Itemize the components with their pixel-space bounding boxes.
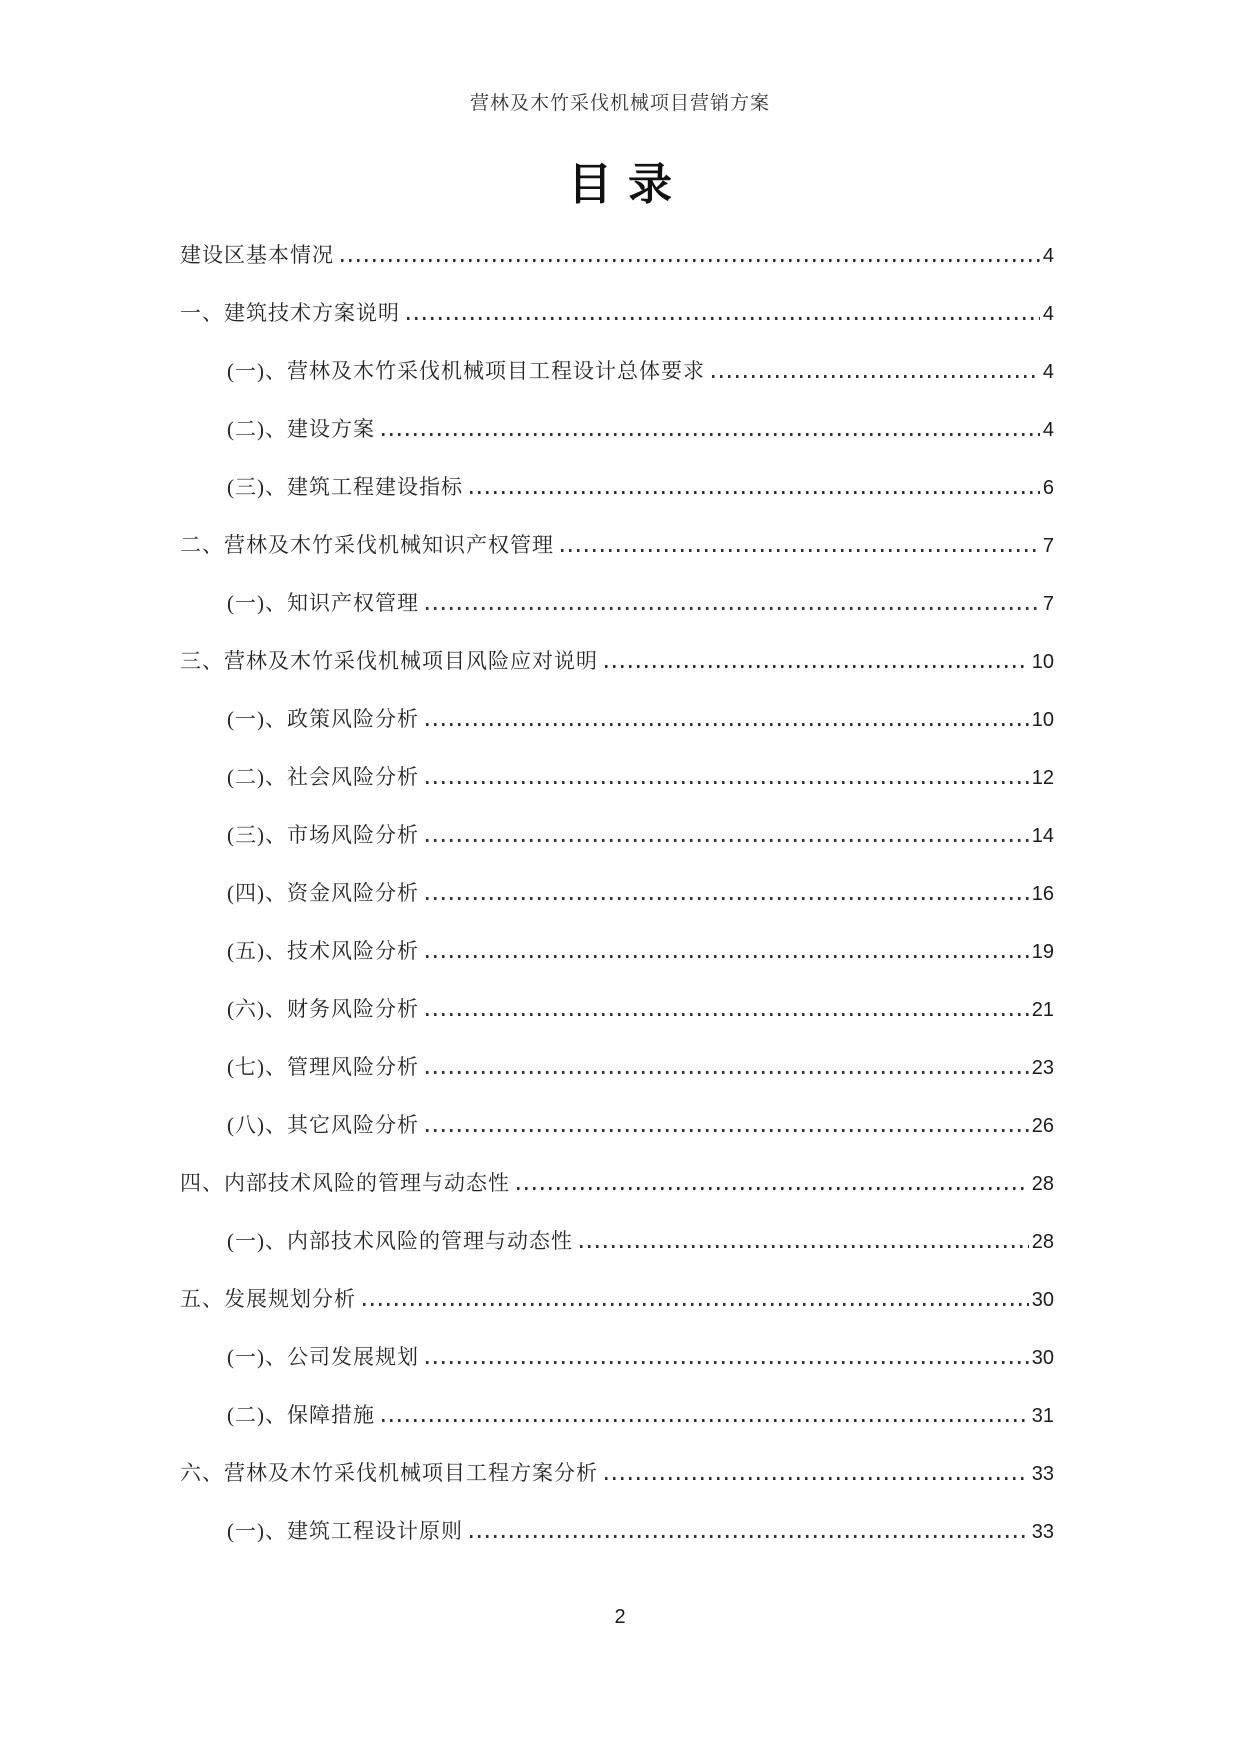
toc-page-number: 33 — [1031, 1463, 1054, 1485]
toc-entry-label: (一)、知识产权管理 — [227, 591, 419, 615]
dot-leader — [407, 317, 1040, 320]
toc-entry[interactable] — [180, 806, 1054, 864]
dot-leader — [712, 375, 1040, 378]
toc-page-number: 12 — [1031, 767, 1054, 789]
dot-leader — [580, 1245, 1029, 1248]
toc-entry-label: (一)、内部技术风险的管理与动态性 — [227, 1229, 573, 1253]
toc-page-number: 28 — [1031, 1231, 1054, 1253]
dot-leader — [605, 665, 1029, 668]
toc-entry-label: 四、内部技术风险的管理与动态性 — [180, 1171, 510, 1195]
toc-entry-label: (二)、社会风险分析 — [227, 765, 419, 789]
toc-entry[interactable] — [180, 1386, 1054, 1444]
toc-page-number: 4 — [1042, 419, 1054, 441]
toc-entry-label: 六、营林及木竹采伐机械项目工程方案分析 — [180, 1461, 598, 1485]
toc-entry-label: 二、营林及木竹采伐机械知识产权管理 — [180, 533, 554, 557]
toc-entry[interactable] — [180, 922, 1054, 980]
dot-leader — [426, 723, 1029, 726]
dot-leader — [470, 491, 1040, 494]
dot-leader — [426, 607, 1040, 610]
toc-entry[interactable] — [180, 458, 1054, 516]
toc-page-number: 10 — [1031, 709, 1054, 731]
toc-entry[interactable] — [180, 748, 1054, 806]
toc-entry-label: (三)、建筑工程建设指标 — [227, 475, 463, 499]
dot-leader — [363, 1303, 1029, 1306]
toc-entry[interactable] — [180, 690, 1054, 748]
toc-entry-label: (四)、资金风险分析 — [227, 881, 419, 905]
toc-page-number: 19 — [1031, 941, 1054, 963]
dot-leader — [426, 1361, 1029, 1364]
toc-entry-label: 一、建筑技术方案说明 — [180, 301, 400, 325]
toc-page-number: 16 — [1031, 883, 1054, 905]
dot-leader — [426, 1013, 1029, 1016]
toc-entry-label: 三、营林及木竹采伐机械项目风险应对说明 — [180, 649, 598, 673]
toc-entry-label: (八)、其它风险分析 — [227, 1113, 419, 1137]
dot-leader — [426, 1129, 1029, 1132]
toc-page-number: 30 — [1031, 1347, 1054, 1369]
toc-entry-label: (一)、政策风险分析 — [227, 707, 419, 731]
toc-entry-label: (一)、营林及木竹采伐机械项目工程设计总体要求 — [227, 359, 705, 383]
toc-entry-label: (二)、保障措施 — [227, 1403, 375, 1427]
toc-page-number: 33 — [1031, 1521, 1054, 1543]
dot-leader — [426, 839, 1029, 842]
dot-leader — [382, 433, 1040, 436]
dot-leader — [382, 1419, 1029, 1422]
toc-entry[interactable] — [180, 1212, 1054, 1270]
dot-leader — [426, 781, 1029, 784]
toc-entry-label: (七)、管理风险分析 — [227, 1055, 419, 1079]
toc-page-number: 30 — [1031, 1289, 1054, 1311]
toc-entry-label: (二)、建设方案 — [227, 417, 375, 441]
toc-entry[interactable] — [180, 226, 1054, 284]
toc-entry[interactable] — [180, 1038, 1054, 1096]
toc-page-number: 7 — [1042, 535, 1054, 557]
toc-entry-label: 五、发展规划分析 — [180, 1287, 356, 1311]
footer-page-number: 2 — [614, 1606, 626, 1628]
toc-entry[interactable] — [180, 864, 1054, 922]
toc-entry[interactable] — [180, 342, 1054, 400]
dot-leader — [426, 955, 1029, 958]
toc-entry[interactable] — [180, 1270, 1054, 1328]
toc-entry-label: 建设区基本情况 — [180, 243, 334, 267]
dot-leader — [426, 1071, 1029, 1074]
dot-leader — [341, 259, 1040, 262]
toc-page-number: 4 — [1042, 303, 1054, 325]
dot-leader — [517, 1187, 1029, 1190]
toc-page-number: 7 — [1042, 593, 1054, 615]
toc-entry[interactable] — [180, 1154, 1054, 1212]
toc-page-number: 6 — [1042, 477, 1054, 499]
toc-page-number: 26 — [1031, 1115, 1054, 1137]
toc-page-number: 28 — [1031, 1173, 1054, 1195]
toc-entry[interactable] — [180, 980, 1054, 1038]
toc-page-number: 4 — [1042, 361, 1054, 383]
toc-entry-label: (五)、技术风险分析 — [227, 939, 419, 963]
dot-leader — [470, 1535, 1029, 1538]
toc-entry[interactable] — [180, 632, 1054, 690]
toc-title: 目录 — [568, 160, 688, 209]
dot-leader — [561, 549, 1040, 552]
table-of-contents — [180, 226, 1054, 1560]
toc-entry[interactable] — [180, 1096, 1054, 1154]
toc-entry[interactable] — [180, 284, 1054, 342]
document-header-title: 营林及木竹采伐机械项目营销方案 — [469, 93, 770, 114]
toc-entry-label: (三)、市场风险分析 — [227, 823, 419, 847]
toc-entry[interactable] — [180, 1328, 1054, 1386]
toc-entry-label: (一)、公司发展规划 — [227, 1345, 419, 1369]
toc-entry-label: (一)、建筑工程设计原则 — [227, 1519, 463, 1543]
toc-entry[interactable] — [180, 516, 1054, 574]
toc-page-number: 10 — [1031, 651, 1054, 673]
toc-entry[interactable] — [180, 1444, 1054, 1502]
toc-page-number: 21 — [1031, 999, 1054, 1021]
dot-leader — [426, 897, 1029, 900]
toc-page-number: 31 — [1031, 1405, 1054, 1427]
toc-entry[interactable] — [180, 1502, 1054, 1560]
toc-page-number: 4 — [1042, 245, 1054, 267]
toc-page-number: 14 — [1031, 825, 1054, 847]
toc-entry[interactable] — [180, 400, 1054, 458]
toc-entry[interactable] — [180, 574, 1054, 632]
toc-page-number: 23 — [1031, 1057, 1054, 1079]
dot-leader — [605, 1477, 1029, 1480]
toc-entry-label: (六)、财务风险分析 — [227, 997, 419, 1021]
